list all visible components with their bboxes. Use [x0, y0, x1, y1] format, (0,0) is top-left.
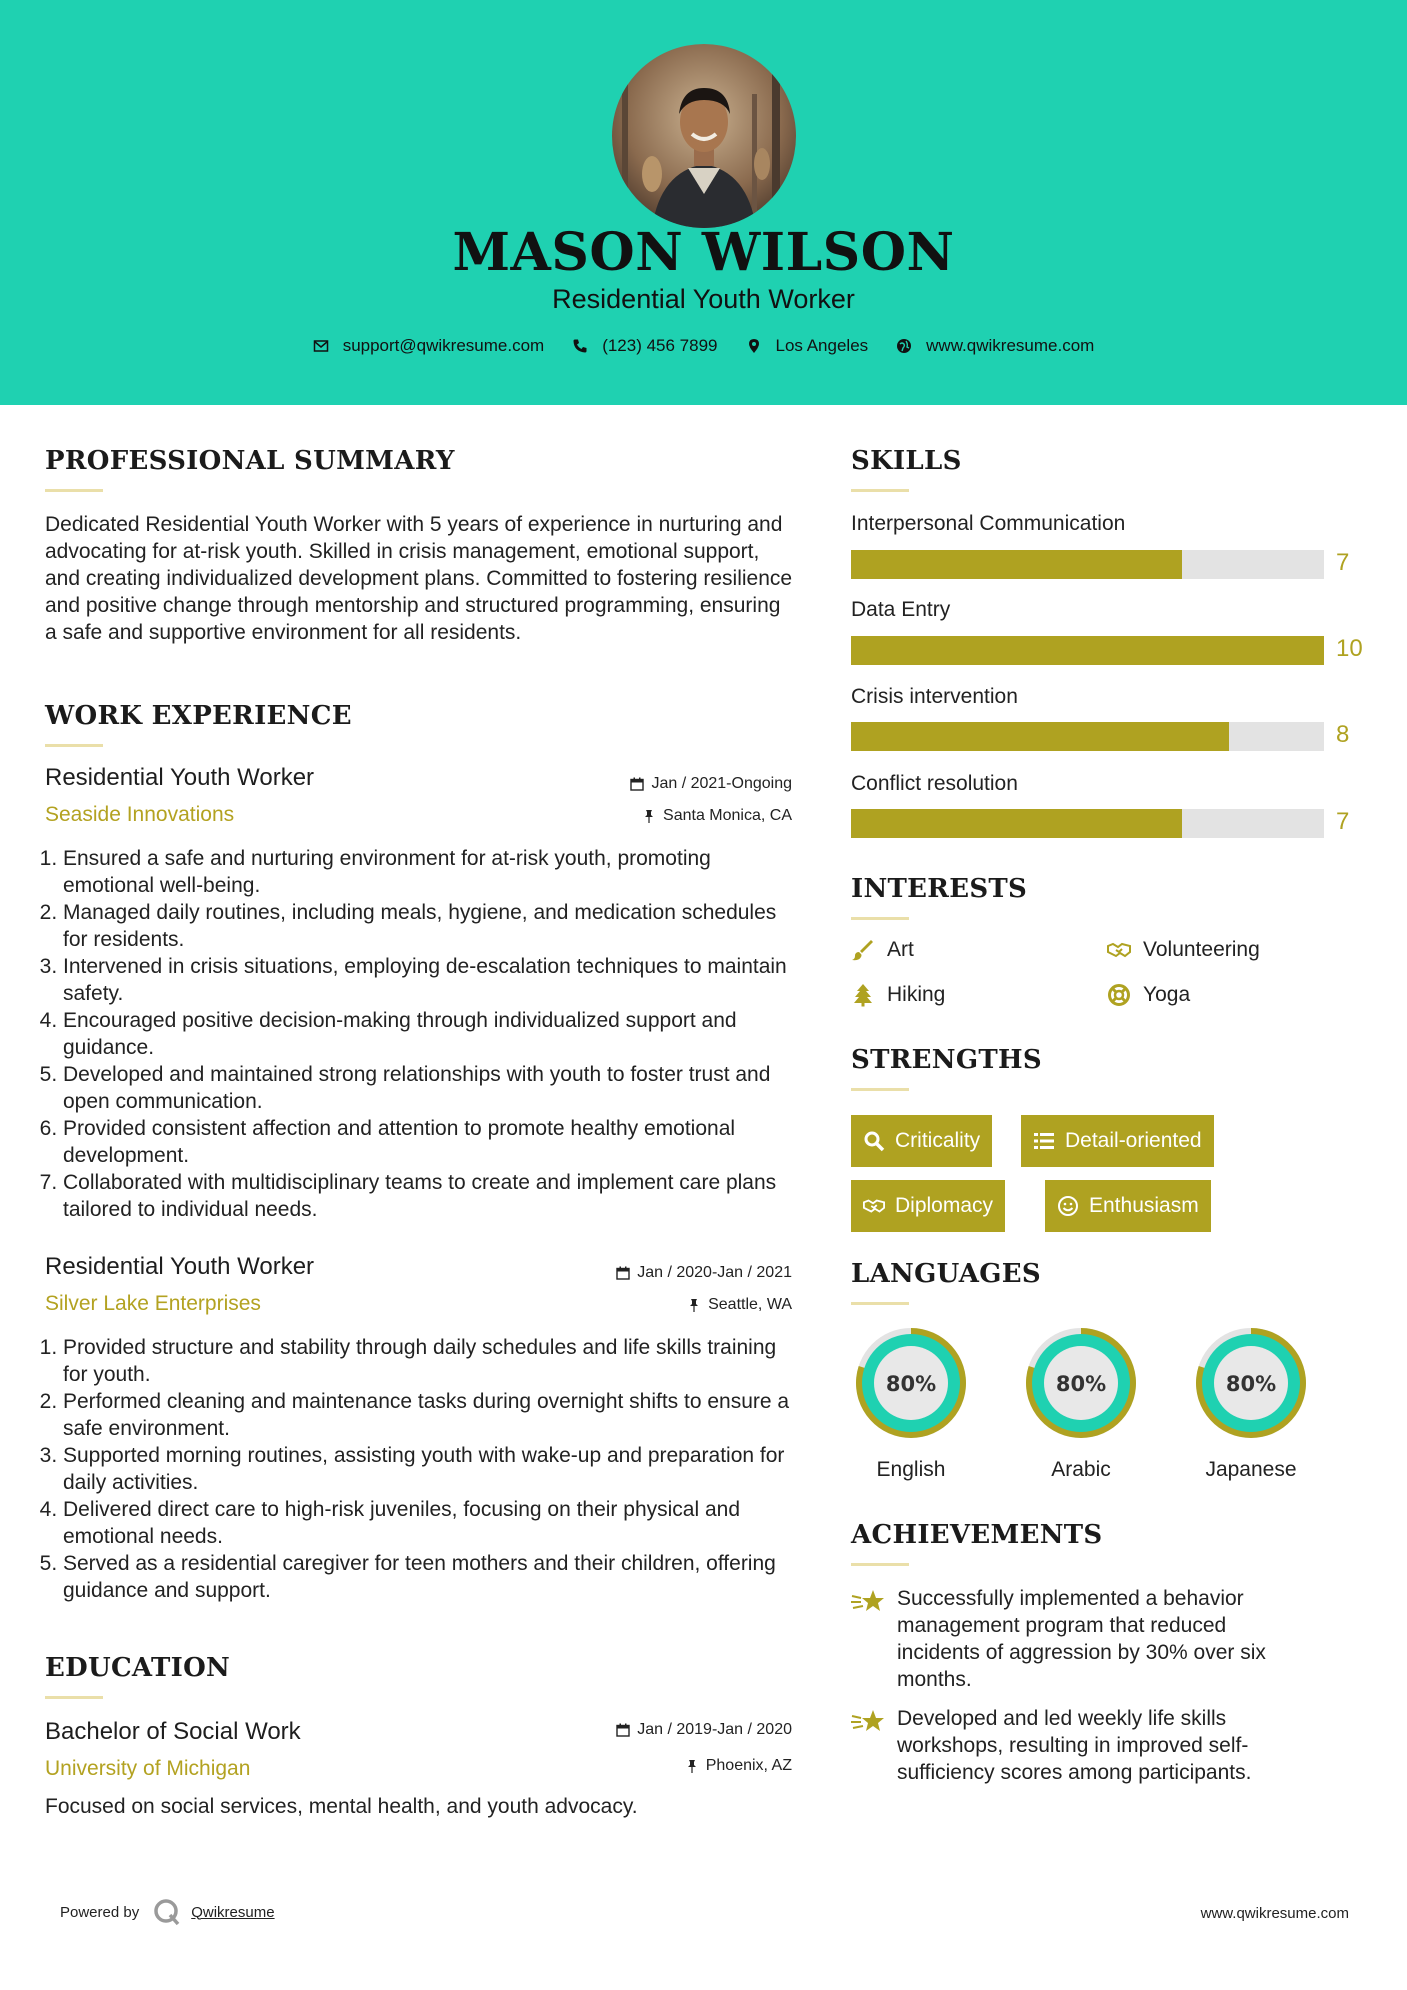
- list-item: 6. Provided consistent affection and attention to promote healthy emotional development.: [63, 1115, 805, 1169]
- pushpin-icon: [642, 809, 656, 823]
- achievement-text: Developed and led weekly life skills workshops, resulting in improved self-sufficiency scores among participants.: [897, 1707, 1252, 1784]
- lifering-icon: [1107, 983, 1131, 1007]
- gauge-label: 80%: [1055, 1372, 1107, 1396]
- interests-rule: [851, 917, 909, 920]
- gauge-label: 80%: [885, 1372, 937, 1396]
- summary-heading: PROFESSIONAL SUMMARY: [45, 446, 455, 476]
- education-dates: Jan / 2019-Jan / 2020: [616, 1721, 792, 1739]
- handshake-icon: [1107, 938, 1131, 962]
- interest-item: Yoga: [1107, 983, 1190, 1007]
- globe-icon: [896, 338, 912, 354]
- contact-location: [746, 336, 869, 356]
- education-location: Phoenix, AZ: [685, 1757, 792, 1775]
- skill-bar: [851, 809, 1324, 838]
- list-item: 4. Encouraged positive decision-making through individualized support and guidance.: [63, 1007, 805, 1061]
- smile-icon: [1057, 1195, 1079, 1217]
- list-item: 4. Delivered direct care to high-risk juveniles, focusing on their physical and emotional needs.: [63, 1496, 805, 1550]
- company-name: Silver Lake Enterprises: [45, 1292, 261, 1315]
- list-item: 3. Supported morning routines, assisting youth with wake-up and preparation for daily activities.: [63, 1442, 805, 1496]
- skill-label: Data Entry: [851, 598, 951, 621]
- achievements-heading: ACHIEVEMENTS: [851, 1520, 1103, 1550]
- tree-icon: [851, 983, 875, 1007]
- degree-title: Bachelor of Social Work: [45, 1718, 301, 1745]
- footer-powered-by: [60, 1898, 275, 1926]
- skills-rule: [851, 489, 909, 492]
- language-name: Arabic: [1051, 1458, 1111, 1481]
- skill-label: Conflict resolution: [851, 772, 1018, 795]
- strength-chip: Diplomacy: [851, 1180, 1005, 1232]
- location-text: Los Angeles: [775, 336, 869, 355]
- pushpin-icon: [687, 1298, 701, 1312]
- avatar: [612, 44, 796, 228]
- skill-value: 10: [1336, 635, 1363, 662]
- skill-bar-fill: [851, 809, 1182, 838]
- skill-bar-fill: [851, 550, 1182, 579]
- language-gauge: [1020, 1322, 1142, 1481]
- job-title: Residential Youth Worker: [45, 1253, 315, 1280]
- summary-rule: [45, 489, 103, 492]
- shooting-star-icon: [851, 1707, 885, 1737]
- language-name: Japanese: [1205, 1458, 1297, 1481]
- list-item: 2. Performed cleaning and maintenance tasks during overnight shifts to ensure a safe environment.: [63, 1388, 805, 1442]
- email-text: support@qwikresume.com: [342, 336, 545, 355]
- handshake-icon: [863, 1195, 885, 1217]
- envelope-icon: [313, 338, 329, 354]
- job-responsibilities: [45, 1334, 805, 1604]
- calendar-icon: [616, 1266, 630, 1280]
- list-item: 1. Provided structure and stability through daily schedules and life skills training for youth.: [63, 1334, 805, 1388]
- list-item: 5. Served as a residential caregiver for teen mothers and their children, offering guidance and support.: [63, 1550, 805, 1604]
- job-location: Santa Monica, CA: [642, 807, 792, 825]
- calendar-icon: [616, 1723, 630, 1737]
- achievement-item: [851, 1705, 1311, 1786]
- company-name: Seaside Innovations: [45, 803, 235, 826]
- education-rule: [45, 1696, 103, 1699]
- experience-rule: [45, 744, 103, 747]
- brand-link[interactable]: Qwikresume: [191, 1903, 275, 1921]
- phone-text: (123) 456 7899: [602, 336, 718, 355]
- map-pin-icon: [746, 338, 762, 354]
- skill-bar: [851, 636, 1324, 665]
- languages-heading: LANGUAGES: [851, 1259, 1041, 1289]
- education-description: Focused on social services, mental health, and youth advocacy.: [45, 1795, 638, 1818]
- skill-value: 7: [1336, 549, 1350, 576]
- job-responsibilities: [45, 845, 805, 1223]
- paintbrush-icon: [851, 938, 875, 962]
- skill-value: 7: [1336, 808, 1350, 835]
- strengths-heading: STRENGTHS: [851, 1045, 1042, 1075]
- candidate-name: MASON WILSON: [452, 222, 955, 283]
- interests-heading: INTERESTS: [851, 874, 1028, 904]
- job-location: Seattle, WA: [687, 1296, 792, 1314]
- strength-chip: Enthusiasm: [1045, 1180, 1211, 1232]
- qwikresume-logo-icon: [153, 1898, 181, 1926]
- contact-phone[interactable]: [572, 336, 717, 356]
- contact-website[interactable]: [896, 336, 1094, 356]
- interest-item: Hiking: [851, 983, 945, 1007]
- school-name: University of Michigan: [45, 1757, 251, 1780]
- languages-rule: [851, 1302, 909, 1305]
- job-title: Residential Youth Worker: [45, 764, 315, 791]
- job-dates: Jan / 2021-Ongoing: [630, 775, 792, 793]
- job-dates: Jan / 2020-Jan / 2021: [616, 1264, 792, 1282]
- list-item: 7. Collaborated with multidisciplinary teams to create and implement care plans tailored to individual needs.: [63, 1169, 805, 1223]
- list-item: 1. Ensured a safe and nurturing environment for at-risk youth, promoting emotional well-being.: [63, 845, 805, 899]
- skill-bar-fill: [851, 722, 1229, 751]
- search-icon: [863, 1130, 885, 1152]
- achievements-rule: [851, 1563, 909, 1566]
- candidate-title: Residential Youth Worker: [552, 284, 855, 314]
- skill-label: Crisis intervention: [851, 685, 1018, 708]
- contact-email[interactable]: [313, 336, 545, 356]
- phone-icon: [572, 338, 588, 354]
- footer-website[interactable]: www.qwikresume.com: [1200, 1905, 1349, 1922]
- achievement-text: Successfully implemented a behavior management program that reduced incidents of aggression by 30% over six months.: [897, 1587, 1266, 1691]
- skill-bar: [851, 722, 1324, 751]
- language-gauge: [1190, 1322, 1312, 1481]
- strength-chip: Criticality: [851, 1115, 992, 1167]
- website-text: www.qwikresume.com: [926, 336, 1095, 355]
- interest-item: Volunteering: [1107, 938, 1260, 962]
- contact-bar: [0, 336, 1407, 356]
- list-item: 5. Developed and maintained strong relationships with youth to foster trust and open communication.: [63, 1061, 805, 1115]
- skill-label: Interpersonal Communication: [851, 512, 1126, 535]
- language-gauge: [850, 1322, 972, 1481]
- skill-bar: [851, 550, 1324, 579]
- gauge-label: 80%: [1225, 1372, 1277, 1396]
- list-item: 2. Managed daily routines, including meals, hygiene, and medication schedules for residents.: [63, 899, 805, 953]
- language-name: English: [876, 1458, 946, 1481]
- list-item: 3. Intervened in crisis situations, employing de-escalation techniques to maintain safety.: [63, 953, 805, 1007]
- resume-header: [0, 0, 1407, 405]
- summary-text: Dedicated Residential Youth Worker with 5 years of experience in nurturing and advocating for at-risk youth. Skilled in crisis management, emotional support, and creating individualized development plans. Committed to fostering resilience and positive change through mentorship and structured programming, ensuring a safe and supportive environment for all residents.: [45, 513, 793, 644]
- skill-bar-fill: [851, 636, 1324, 665]
- powered-by-text: Powered by: [60, 1903, 140, 1921]
- profile-photo: [612, 44, 796, 228]
- skills-heading: SKILLS: [851, 446, 962, 476]
- list-icon: [1033, 1130, 1055, 1152]
- pushpin-icon: [685, 1759, 699, 1773]
- education-heading: EDUCATION: [45, 1653, 231, 1683]
- achievement-item: [851, 1585, 1311, 1693]
- calendar-icon: [630, 777, 644, 791]
- experience-heading: WORK EXPERIENCE: [45, 701, 352, 731]
- shooting-star-icon: [851, 1587, 885, 1617]
- strengths-rule: [851, 1088, 909, 1091]
- skill-value: 8: [1336, 721, 1350, 748]
- strength-chip: Detail-oriented: [1021, 1115, 1214, 1167]
- interest-item: Art: [851, 938, 914, 962]
